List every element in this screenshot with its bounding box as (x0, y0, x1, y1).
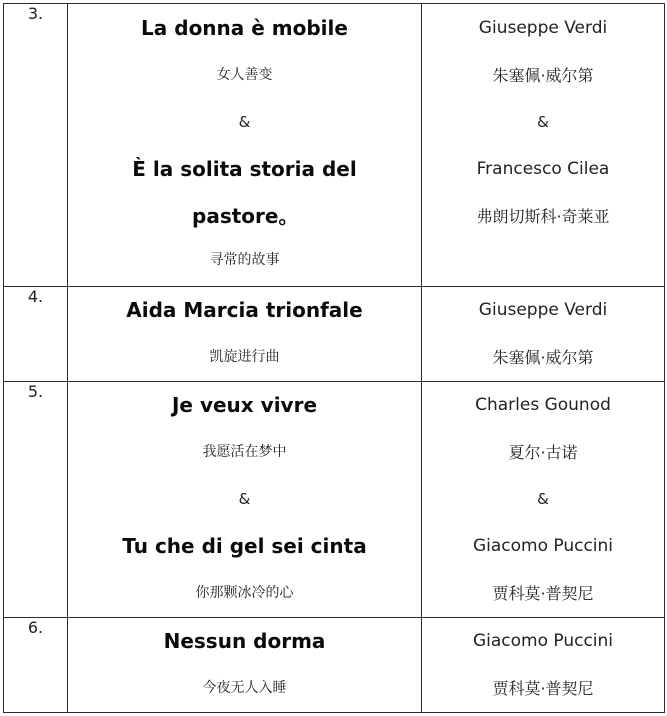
piece-title-chinese: 我愿活在梦中 (202, 444, 287, 460)
composer-name-chinese: 夏尔·古诺 (508, 443, 578, 462)
piece-title: La donna è mobile (141, 16, 348, 40)
composer-name-chinese: 朱塞佩·威尔第 (492, 348, 594, 367)
table-row (4, 382, 665, 618)
piece-title-chinese: 凯旋进行曲 (209, 349, 280, 365)
item-number: 5. (27, 382, 44, 401)
title-cell (68, 618, 422, 713)
ampersand: & (238, 113, 251, 131)
composer-name: Francesco Cilea (476, 159, 610, 179)
title-cell (68, 4, 422, 287)
table-row (4, 618, 665, 713)
piece-title-continued: pastore。 (192, 204, 299, 228)
piece-title-chinese: 今夜无人入睡 (202, 680, 287, 696)
item-number: 4. (27, 287, 44, 306)
program-table (3, 3, 665, 713)
composer-cell (422, 382, 665, 618)
title-cell (68, 382, 422, 618)
composer-name: Giacomo Puccini (472, 631, 614, 651)
item-number: 3. (27, 4, 44, 23)
ampersand: & (537, 113, 549, 131)
composer-cell (422, 618, 665, 713)
item-number-cell (4, 4, 68, 287)
table-row (4, 4, 665, 287)
composer-name-chinese: 贾科莫·普契尼 (492, 584, 594, 603)
composer-name: Giuseppe Verdi (478, 18, 608, 38)
composer-name-chinese: 贾科莫·普契尼 (492, 679, 594, 698)
piece-title-chinese: 寻常的故事 (209, 252, 280, 268)
table-row (4, 287, 665, 382)
composer-name: Giuseppe Verdi (478, 300, 608, 320)
ampersand: & (537, 490, 549, 508)
piece-title: Aida Marcia trionfale (126, 298, 363, 322)
composer-cell (422, 4, 665, 287)
piece-title: Tu che di gel sei cinta (122, 534, 367, 558)
piece-title-chinese: 你那颗冰冷的心 (195, 585, 294, 601)
piece-title: È la solita storia del (132, 157, 357, 181)
item-number-cell (4, 382, 68, 618)
item-number-cell (4, 287, 68, 382)
composer-name: Giacomo Puccini (472, 536, 614, 556)
item-number: 6. (27, 618, 44, 637)
title-cell (68, 287, 422, 382)
piece-title: Nessun dorma (163, 629, 326, 653)
composer-name: Charles Gounod (475, 395, 611, 415)
composer-name-chinese: 弗朗切斯科·奇莱亚 (476, 207, 610, 226)
ampersand: & (238, 490, 251, 508)
composer-name-chinese: 朱塞佩·威尔第 (492, 66, 594, 85)
piece-title-chinese: 女人善变 (216, 67, 273, 83)
piece-title: Je veux vivre (171, 393, 318, 417)
composer-cell (422, 287, 665, 382)
item-number-cell (4, 618, 68, 713)
